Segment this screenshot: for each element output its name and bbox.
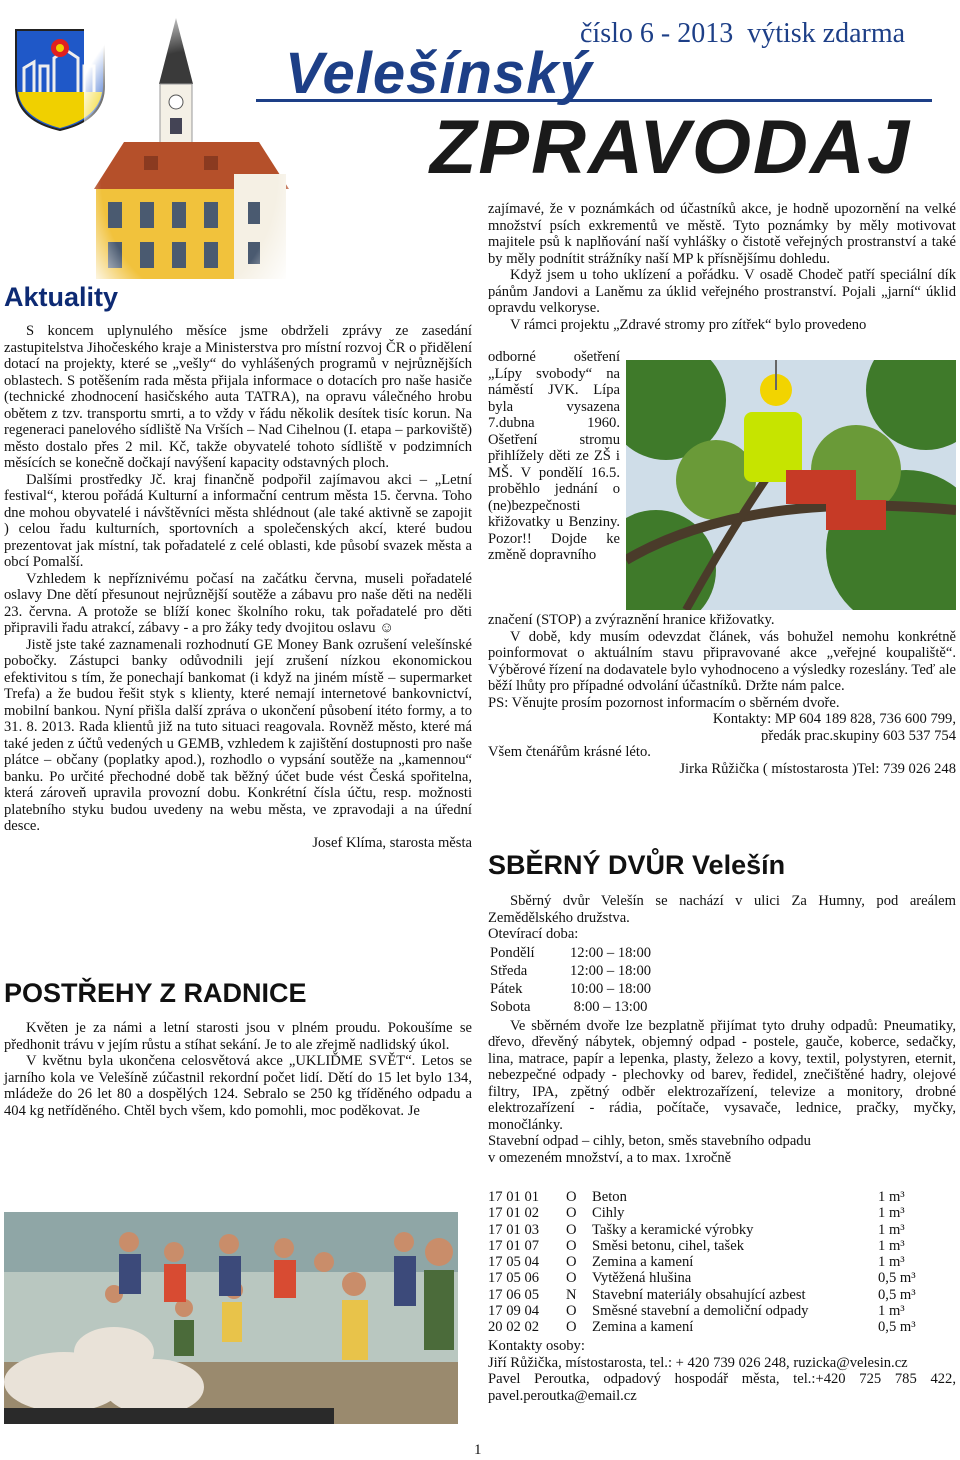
sberny-dvur-section (488, 893, 956, 1166)
building-waste-line: Stavební odpad – cihly, beton, směs stavebního odpadu (488, 1133, 811, 1150)
postrehy-paragraph: Květen je za námi a letní starosti jsou v plném proudu. Pokoušíme se předhonit trávu v jejím růstu a stíhat sekání. Je to ale zřejmě nadlidský úkol. (4, 1020, 472, 1053)
aktuality-paragraph: Jistě jste také zaznamenali rozhodnutí GE Money Bank ozrušení velešínské pobočky. Zástupci banky odůvodnili její zrušení nízkou ekonomickou efektivitou s tím, že ponechají bankomat (i když na jiném místě – supermarket Trefa) a že budou řešit styk s klienty, které nemají internetové bankovnictví, mobilní bankou. Nyní přišla další zpráva o ukončení působení itéto formy, a to 31. 8. 2013. Rada klientů již na tuto situaci reagovala. Rovněž město, které má také jeden z účtů vedených u GEMB, vzhledem k zajištění dostupnosti pro naše plátce – občany (poplatky apod.), rozhodlo o vypsání soutěže na „kamennou“ banku. Po určité přechodné době tak běžný účet bude vést Česká spořitelna, která zároveň upravila provozní dobu. Konkrétní čísla účtu, resp. možnosti platebního styku budou uvedeny na webu města, ve zpravodaji a na úřední desce. (4, 636, 472, 834)
contact-person: Pavel Peroutka, odpadový hospodář města, tel.:+420 725 785 422, pavel.peroutka@email.cz (488, 1371, 956, 1404)
aktuality-paragraph: Vzhledem k nepříznivému počasí na začátku června, museli pořadatelé oslavy Dne dětí přesunout nejrůznější soutěže a zábavu pro naše děti na neděli 23. června. A protože se blíží konec školního roku, tak pořadatelé pro děti připravili řadu atrakcí, zábavy - a pro žáky tedy dvojitou oslavu ☺ (4, 570, 472, 636)
hours-day: Pondělí (490, 944, 535, 961)
aktuality-paragraph: S koncem uplynulého měsíce jsme obdrželi zprávy ze zasedání zastupitelstva Jihočeského kraje a Ministerstva pro místní rozvoj ČR o přidělení dotací na projekty, které se „vešly“ do vyhlášených programů v nejrůznějších oblastech. S potěšením rada města přijala informace o dotacích pro naše hasiče (technické zhodnocení hasičského auta TATRA), na opravu válečného hrobu obětem z tzv. transportu smrti, a to vždy v řádu několik desítek tisíc korun. Na regeneraci panelového sídliště Na Vrších – Nad Cihelnou (I. etapa – parkoviště) město dostalo přes 2 mil. Kč, takže obyvatelé tohoto sídliště v podzimních měsících se konečně dočkají navýšení kapacity odstavných ploch. (4, 323, 472, 471)
waste-name: Tašky a keramické výrobky (592, 1221, 754, 1238)
hours-time: 10:00 – 18:00 (570, 981, 652, 998)
waste-row (488, 1254, 948, 1270)
postrehy-paragraph: zajímavé, že v poznámkách od účastníků akce, je hodně upozornění na velké množství psích exkrementů ve městě. Tyto poznámky by měly motivovat majitele psů k naplňování naší vyhlášky o čistotě veřejných prostranství a také by měly podnítit strážníky naší MP k přísnějšímu dohledu. (488, 201, 956, 267)
waste-codes-table (488, 1189, 948, 1336)
waste-code: 17 01 07 (488, 1237, 540, 1254)
waste-code: 17 05 04 (488, 1254, 540, 1271)
postrehy-signature: Jirka Růžička ( místostarosta )Tel: 739 026 248 (679, 760, 956, 777)
contacts-line: předák prac.skupiny 603 537 754 (761, 727, 956, 744)
waste-name: Cihly (592, 1205, 625, 1222)
hours-time: 8:00 – 13:00 (570, 999, 648, 1016)
waste-code: 17 06 05 (488, 1286, 540, 1303)
waste-category: N (566, 1286, 577, 1303)
waste-name: Zemina a kamení (592, 1254, 694, 1271)
waste-code: 17 01 01 (488, 1189, 540, 1205)
masthead-title-line2: ZPRAVODAJ (430, 105, 912, 190)
waste-category: O (566, 1189, 577, 1205)
building-waste-line: v omezeném množství, a to max. 1xročně (488, 1149, 732, 1166)
waste-row (488, 1205, 948, 1221)
opening-hours-row (490, 999, 651, 1015)
greeting: Všem čtenářům krásné léto. (488, 744, 651, 760)
waste-category: O (566, 1319, 577, 1336)
waste-quantity: 1 m³ (878, 1237, 905, 1254)
waste-category: O (566, 1205, 577, 1222)
town-news-paragraph: značení (STOP) a zvýraznění hranice křižovatky. (488, 612, 775, 628)
waste-code: 17 01 02 (488, 1205, 540, 1222)
masthead-title-line1: Velešínský (285, 41, 593, 106)
opening-hours-row (490, 981, 651, 997)
town-news-article (488, 612, 956, 777)
waste-row (488, 1319, 948, 1335)
aktuality-article (4, 323, 472, 851)
hours-day: Pátek (490, 981, 523, 998)
waste-quantity: 0,5 m³ (878, 1319, 916, 1336)
waste-quantity: 1 m³ (878, 1254, 905, 1271)
waste-quantity: 1 m³ (878, 1189, 905, 1205)
sberny-dvur-heading: SBĚRNÝ DVŮR Velešín (488, 850, 786, 880)
waste-quantity: 0,5 m³ (878, 1270, 916, 1287)
tree-care-paragraph: odborné ošetření „Lípy svobody“ na náměstí JVK. Lípa byla vysazena 7.dubna 1960. Ošetření stromu přihlížely děti ze ZŠ i MŠ. V pondělí 16.5. proběhlo jednání o (ne)bezpečnosti křižovatky u Benziny. Pozor!! Dojde ke změně dopravního (488, 349, 620, 563)
contacts-label: Kontakty osoby: (488, 1338, 585, 1354)
issue-info: číslo 6 - 2013 výtisk zdarma (580, 18, 906, 49)
aktuality-heading: Aktuality (4, 282, 119, 312)
opening-hours-table (488, 943, 653, 1018)
hours-day: Středa (490, 962, 528, 979)
waste-row (488, 1270, 948, 1286)
hours-day: Sobota (490, 999, 531, 1016)
accepted-waste-text: Ve sběrném dvoře lze bezplatně přijímat tyto druhy odpadů: Pneumatiky, dřevo, dřevěný nábytek, objemný odpad - postele, gauče, koberce, sedačky, lina, matrace, papír a lepenka, plasty, železo a kovy, textil, polystyren, eternit, nebezpečné odpady - plechovky od barev, ředidel, znečištěné hadry, olejové filtry, IPA, zpětný odběr elektrozařízení, televize a monitory, drobné elektrozařízení - rádia, počítače, vysavače, lednice, pračky, myčky, monočlánky. (488, 1017, 956, 1133)
postrehy-paragraph: V květnu byla ukončena celosvětová akce „UKLIĎME SVĚT“. Letos se jarního kola ve Velešíně zúčastnil rekordní počet lidí. Dětí do 15 let bylo 134, mládeže do 26 let 80 a dospělých 124. Sebralo se 250 kg tříděného odpadu a 404 kg netříděného. Chtěl bych všem, kdo pomohli, moc poděkovat. Je (4, 1053, 472, 1119)
waste-quantity: 1 m³ (878, 1205, 905, 1222)
hours-time: 12:00 – 18:00 (570, 944, 652, 961)
contact-person: Jiří Růžička, místostarosta, tel.: + 420 739 026 248, ruzicka@velesin.cz (488, 1354, 908, 1371)
sberny-dvur-contacts (488, 1338, 956, 1404)
hours-time: 12:00 – 18:00 (570, 962, 652, 979)
town-news-paragraph: V době, kdy musím odevzdat článek, vás bohužel nemohu konkrétně poinformovat o aktuálním stavu připravované akce „veřejné koupaliště“. Výběrové řízení na dodavatele bylo vyhodnoceno a výsledky rozeslány. Teď ale běží lhůty pro případné odvolání účastníků. Držte nám palce. (488, 628, 956, 694)
postrehy-paragraph: V rámci projektu „Zdravé stromy pro zítřek“ bylo provedeno (510, 316, 867, 333)
waste-name: Směsné stavební a demoliční odpady (592, 1303, 809, 1320)
aktuality-signature: Josef Klíma, starosta města (312, 834, 472, 851)
waste-name: Zemina a kamení (592, 1319, 694, 1336)
postrehy-article (4, 1020, 472, 1119)
waste-codes-table-wrap (488, 1189, 948, 1336)
postrehy-paragraph: Když jsem u toho uklízení a pořádku. V osadě Chodeč patří speciální dík pánům Jandovi a Laněmu za úklid veřejného prostranství. Pojali „jarní“ úklid opravdu velkoryse. (488, 267, 956, 316)
opening-hours-row (490, 945, 651, 961)
waste-row (488, 1189, 948, 1205)
sberny-dvur-intro: Sběrný dvůr Velešín se nachází v ulici Za Humny, pod areálem Zemědělského družstva. (488, 893, 956, 926)
waste-category: O (566, 1221, 577, 1238)
opening-hours-row (490, 963, 651, 979)
waste-row (488, 1222, 948, 1238)
waste-quantity: 0,5 m³ (878, 1286, 916, 1303)
waste-row (488, 1303, 948, 1319)
cleanup-volunteers-photo (4, 1212, 458, 1424)
waste-quantity: 1 m³ (878, 1221, 905, 1238)
waste-code: 17 09 04 (488, 1303, 540, 1320)
town-hall-illustration (84, 14, 294, 304)
tree-climber-photo (626, 360, 956, 610)
waste-code: 17 01 03 (488, 1221, 540, 1238)
waste-category: O (566, 1254, 577, 1271)
aktuality-paragraph: Dalšími prostředky Jč. kraj finančně podpořil zajímavou akci – „Letní festival“, kterou pořádá Kulturní a informační centrum města 15. června. Toho dne mohou obyvatelé i návštěvníci města shlédnout (ale také aktivně se zapojit ) celou řadu kulturních, sportovních a společenských akcí, které budou prezentovat jak místní, tak pořadatelé z celé oblasti, kde působí svazek města a obcí Pomalší. (4, 471, 472, 570)
waste-name: Beton (592, 1189, 627, 1205)
waste-row (488, 1287, 948, 1303)
waste-name: Vytěžená hlušina (592, 1270, 692, 1287)
waste-category: O (566, 1303, 577, 1320)
opening-hours-label: Otevírací doba: (488, 926, 579, 942)
postrehy-heading: POSTŘEHY Z RADNICE (4, 978, 307, 1008)
waste-category: O (566, 1270, 577, 1287)
waste-row (488, 1238, 948, 1254)
waste-quantity: 1 m³ (878, 1303, 905, 1320)
postrehy-continued (488, 201, 956, 333)
waste-name: Směsi betonu, cihel, tašek (592, 1237, 744, 1254)
waste-code: 20 02 02 (488, 1319, 540, 1336)
page-number: 1 (474, 1442, 482, 1458)
waste-name: Stavební materiály obsahující azbest (592, 1286, 806, 1303)
waste-category: O (566, 1237, 577, 1254)
contacts-line: Kontakty: MP 604 189 828, 736 600 799, (712, 711, 956, 727)
ps-note: PS: Věnujte prosím pozornost informacím o sběrném dvoře. (488, 694, 840, 711)
waste-code: 17 05 06 (488, 1270, 540, 1287)
tree-care-text (488, 349, 620, 564)
